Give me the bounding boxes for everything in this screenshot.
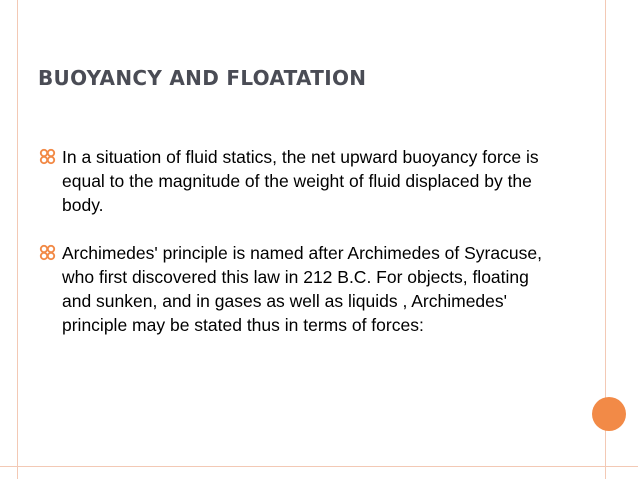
bullet-list	[39, 145, 559, 337]
bullet-item	[39, 241, 559, 337]
bullet-text: In a situation of fluid statics, the net upward buoyancy force is equal to the magnitude of the weight of fluid displaced by the body.	[62, 147, 539, 215]
quad-ring-bullet-icon	[39, 244, 56, 261]
frame-left-line	[17, 0, 18, 479]
frame-bottom-line	[0, 466, 638, 467]
bullet-text: Archimedes' principle is named after Archimedes of Syracuse, who first discovered this law in 212 B.C. For objects, floating and sunken, and in gases as well as liquids , Archimedes' principle may be stated thus in terms of forces:	[62, 243, 542, 335]
slide-title: BUOYANCY AND FLOATATION	[38, 66, 367, 90]
quad-ring-bullet-icon	[39, 148, 56, 165]
bullet-item	[39, 145, 559, 217]
accent-circle	[592, 397, 626, 431]
